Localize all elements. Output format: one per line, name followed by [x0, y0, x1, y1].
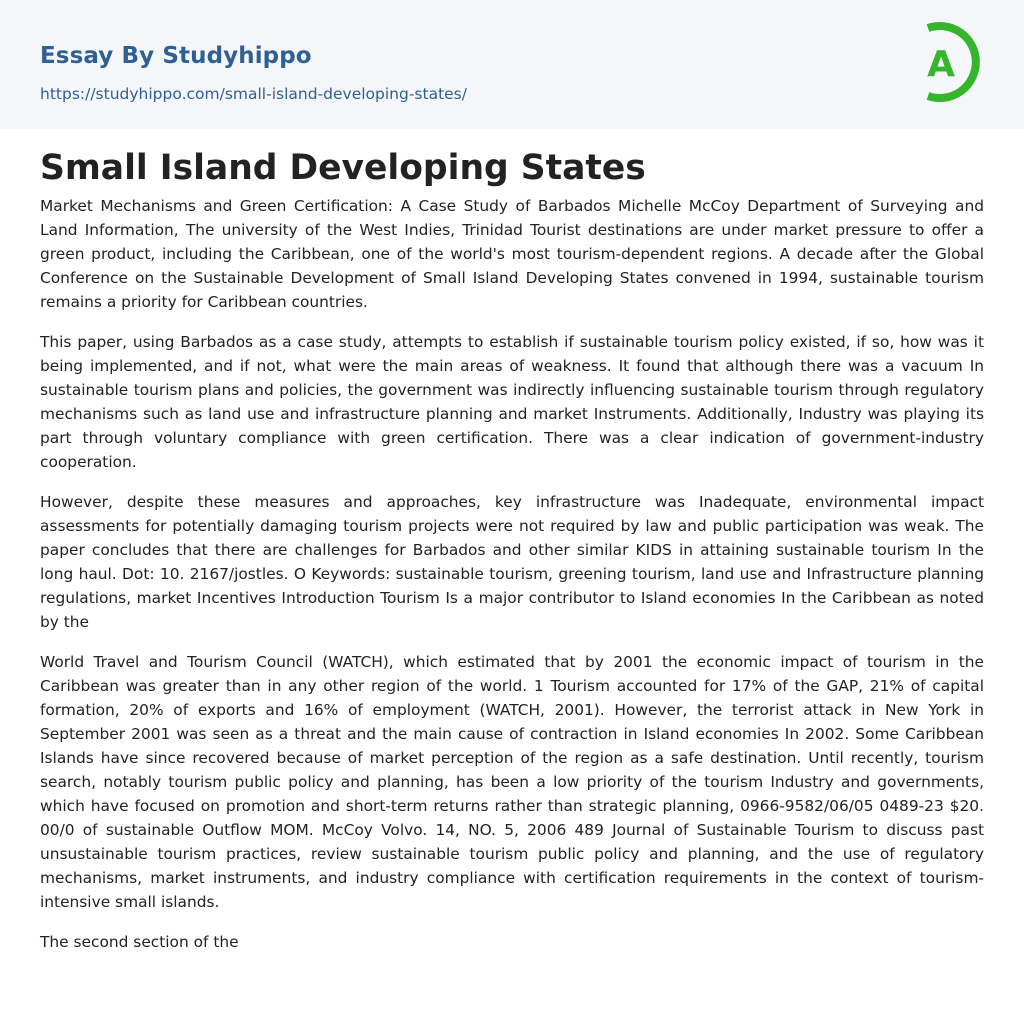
site-brand[interactable]: Essay By Studyhippo	[40, 43, 312, 69]
essay-url-link[interactable]: https://studyhippo.com/small-island-developing-states/	[40, 85, 467, 103]
essay-body	[40, 194, 984, 970]
essay-paragraph: Market Mechanisms and Green Certification: A Case Study of Barbados Michelle McCoy Department of Surveying and Land Information, The university of the West Indies, Trinidad Tourist destinations are under market pressure to offer a green product, including the Caribbean, one of the world's most tourism-dependent regions. A decade after the Global Conference on the Sustainable Development of Small Island Developing States convened in 1994, sustainable tourism remains a priority for Caribbean countries.	[40, 197, 984, 311]
essay-paragraph: The second section of the	[40, 933, 239, 951]
site-header	[0, 0, 1024, 129]
essay-paragraph: World Travel and Tourism Council (WATCH), which estimated that by 2001 the economic impact of tourism in the Caribbean was greater than in any other region of the world. 1 Tourism accounted for 17% of the GAP, 21% of capital formation, 20% of exports and 16% of employment (WATCH, 2001). However, the terrorist attack in New York in September 2001 was seen as a threat and the main cause of contraction in Island economies In 2002. Some Caribbean Islands have since recovered because of market perception of the region as a safe destination. Until recently, tourism search, notably tourism public policy and planning, has been a low priority of the tourism Industry and governments, which have focused on promotion and short-term returns rather than strategic planning, 0966-9582/06/05 0489-23 $20. 00/0 of sustainable Outflow MOM. McCoy Volvo. 14, NO. 5, 2006 489 Journal of Sustainable Tourism to discuss past unsustainable tourism practices, review sustainable tourism public policy and planning, and the use of regulatory mechanisms, market instruments, and industry compliance with certification requirements in the context of tourism- intensive small islands.	[40, 653, 984, 911]
studyhippo-logo-icon[interactable]	[910, 18, 988, 106]
essay-paragraph: However, despite these measures and approaches, key infrastructure was Inadequate, environmental impact assessments for potentially damaging tourism projects were not required by law and public participation was weak. The paper concludes that there are challenges for Barbados and other similar KIDS in attaining sustainable tourism In the long haul. Dot: 10. 2167/jostles. O Keywords: sustainable tourism, greening tourism, land use and Infrastructure planning regulations, market Incentives Introduction Tourism Is a major contributor to Island economies In the Caribbean as noted by the	[40, 493, 984, 631]
logo-letter: A	[927, 44, 955, 85]
essay-paragraph: This paper, using Barbados as a case study, attempts to establish if sustainable tourism policy existed, if so, how was it being implemented, and if not, what were the main areas of weakness. It found that although there was a vacuum In sustainable tourism plans and policies, the government was indirectly influencing sustainable tourism through regulatory mechanisms such as land use and infrastructure planning and market Instruments. Additionally, Industry was playing its part through voluntary compliance with green certification. There was a clear indication of government-industry cooperation.	[40, 333, 984, 471]
essay-title: Small Island Developing States	[40, 148, 646, 188]
